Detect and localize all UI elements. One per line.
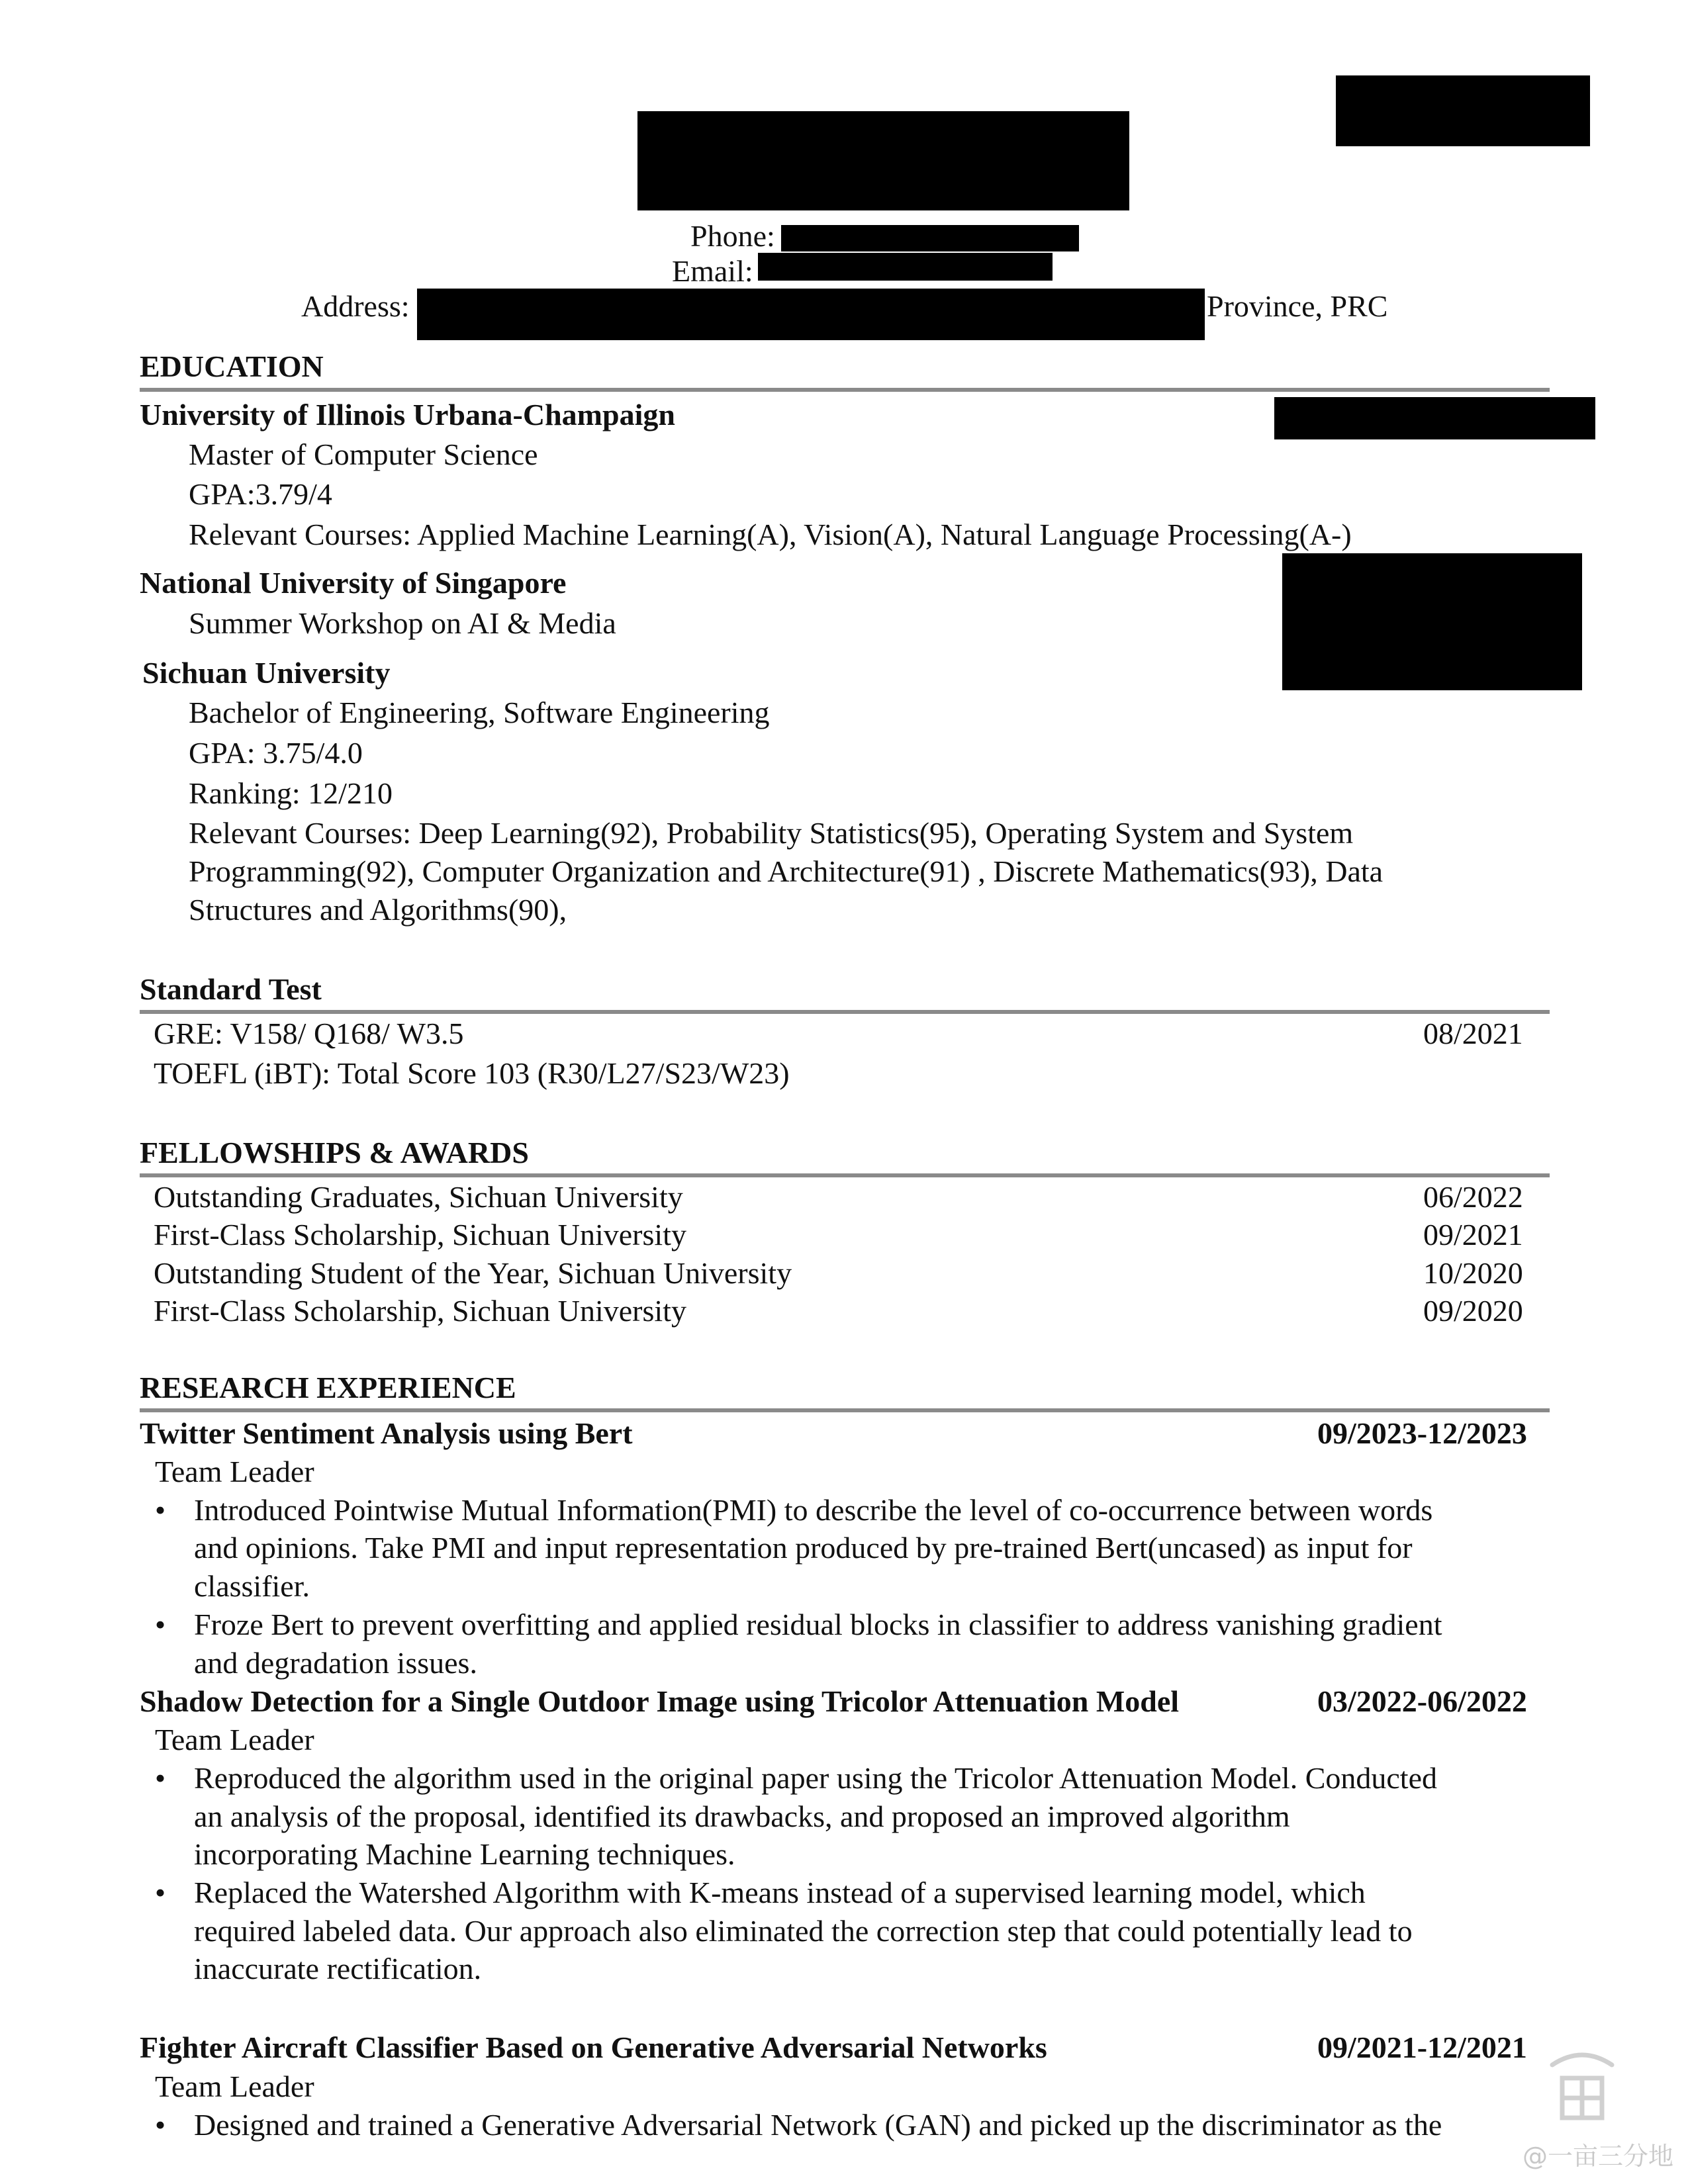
award-name: First-Class Scholarship, Sichuan University	[154, 1294, 686, 1328]
project-title: Fighter Aircraft Classifier Based on Generative Adversarial Networks	[140, 2030, 1047, 2064]
award-date: 09/2020	[1423, 1294, 1523, 1328]
standard-test-rule	[140, 1010, 1550, 1014]
project-title: Shadow Detection for a Single Outdoor Image using Tricolor Attenuation Model	[140, 1684, 1180, 1718]
bullet-text: Replaced the Watershed Algorithm with K-means instead of a supervised learning model, which	[194, 1876, 1366, 1909]
project-role: Team Leader	[155, 1455, 314, 1488]
bullet-text: Reproduced the algorithm used in the original paper using the Tricolor Attenuation Model. Conducted	[194, 1761, 1438, 1795]
uiuc-gpa: GPA:3.79/4	[189, 477, 332, 511]
redacted-phone	[781, 225, 1079, 251]
bullet-icon: •	[155, 2108, 166, 2142]
scu-courses-line3: Structures and Algorithms(90),	[189, 893, 567, 927]
bullet-text: classifier.	[194, 1569, 310, 1603]
bullet-text: an analysis of the proposal, identified its drawbacks, and proposed an improved algorithm	[194, 1799, 1290, 1833]
gre-date: 08/2021	[1423, 1017, 1523, 1050]
awards-rule	[140, 1173, 1550, 1177]
bullet-text: and degradation issues.	[194, 1646, 477, 1680]
bullet-text: Froze Bert to prevent overfitting and applied residual blocks in classifier to address vanishing gradient	[194, 1608, 1442, 1641]
email-label: Email:	[672, 254, 753, 288]
award-name: First-Class Scholarship, Sichuan University	[154, 1218, 686, 1251]
redacted-name	[637, 111, 1129, 210]
watermark-logo-icon	[1532, 2038, 1632, 2138]
awards-heading: FELLOWSHIPS & AWARDS	[140, 1136, 529, 1169]
project-date: 09/2023-12/2023	[1317, 1416, 1527, 1450]
award-date: 09/2021	[1423, 1218, 1523, 1251]
award-date: 10/2020	[1423, 1256, 1523, 1290]
project-date: 03/2022-06/2022	[1317, 1684, 1527, 1718]
bullet-icon: •	[155, 1876, 166, 1909]
bullet-text: Designed and trained a Generative Adversarial Network (GAN) and picked up the discriminator as the	[194, 2108, 1442, 2142]
education-heading: EDUCATION	[140, 349, 324, 383]
scu-gpa: GPA: 3.75/4.0	[189, 736, 363, 770]
award-date: 06/2022	[1423, 1180, 1523, 1214]
scu-ranking: Ranking: 12/210	[189, 776, 393, 810]
redacted-top-right	[1336, 75, 1590, 146]
bullet-text: incorporating Machine Learning techniques.	[194, 1837, 735, 1871]
education-rule	[140, 388, 1550, 392]
uiuc-courses: Relevant Courses: Applied Machine Learning(A), Vision(A), Natural Language Processing(A-)	[189, 518, 1352, 551]
toefl-score: TOEFL (iBT): Total Score 103 (R30/L27/S23/W23)	[154, 1056, 790, 1090]
bullet-text: required labeled data. Our approach also eliminated the correction step that could potentially lead to	[194, 1914, 1413, 1948]
redacted-email[interactable]	[758, 253, 1053, 281]
research-rule	[140, 1408, 1550, 1412]
uiuc-name: University of Illinois Urbana-Champaign	[140, 398, 675, 432]
project-role: Team Leader	[155, 2070, 314, 2103]
award-name: Outstanding Student of the Year, Sichuan University	[154, 1256, 792, 1290]
bullet-icon: •	[155, 1493, 166, 1527]
award-name: Outstanding Graduates, Sichuan University	[154, 1180, 683, 1214]
phone-label: Phone:	[690, 219, 775, 253]
watermark-text: @一亩三分地	[1523, 2142, 1674, 2171]
redacted-address	[417, 289, 1205, 340]
research-heading: RESEARCH EXPERIENCE	[140, 1371, 516, 1404]
gre-score: GRE: V158/ Q168/ W3.5	[154, 1017, 464, 1050]
bullet-text: Introduced Pointwise Mutual Information(PMI) to describe the level of co-occurrence between words	[194, 1493, 1433, 1527]
address-suffix: Province, PRC	[1207, 289, 1388, 323]
scu-courses-line1: Relevant Courses: Deep Learning(92), Probability Statistics(95), Operating System and System	[189, 816, 1354, 850]
uiuc-degree: Master of Computer Science	[189, 437, 538, 471]
standard-test-heading: Standard Test	[140, 972, 322, 1006]
project-date: 09/2021-12/2021	[1317, 2030, 1527, 2064]
scu-degree: Bachelor of Engineering, Software Engineering	[189, 696, 770, 729]
nus-name: National University of Singapore	[140, 566, 567, 600]
scu-courses-line2: Programming(92), Computer Organization and Architecture(91) , Discrete Mathematics(93), Data	[189, 854, 1383, 888]
project-title: Twitter Sentiment Analysis using Bert	[140, 1416, 633, 1450]
address-label: Address:	[301, 289, 410, 323]
project-role: Team Leader	[155, 1723, 314, 1756]
redacted-nus-scu-dates	[1282, 553, 1582, 690]
bullet-icon: •	[155, 1761, 166, 1795]
scu-name: Sichuan University	[142, 656, 391, 690]
bullet-text: inaccurate rectification.	[194, 1952, 482, 1985]
bullet-icon: •	[155, 1608, 166, 1641]
redacted-uiuc-date	[1274, 397, 1595, 439]
bullet-text: and opinions. Take PMI and input representation produced by pre-trained Bert(uncased) as input for	[194, 1531, 1413, 1565]
nus-program: Summer Workshop on AI & Media	[189, 606, 616, 640]
